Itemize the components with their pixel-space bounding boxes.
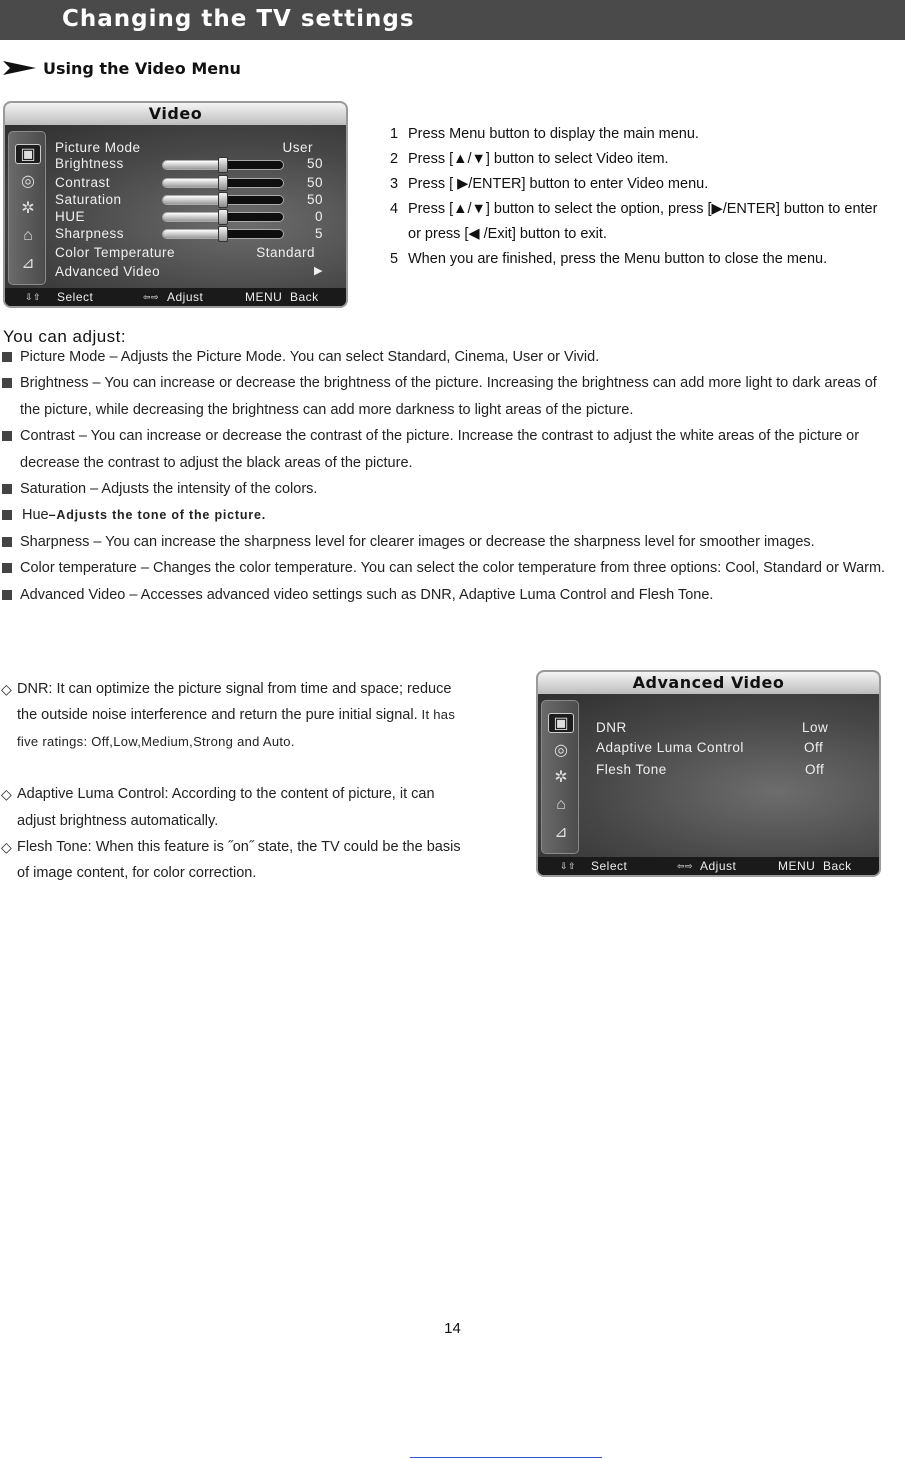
diamond-bullet-icon: ◇	[1, 786, 12, 803]
flesh-tone-value: Off	[805, 762, 825, 777]
settings-icon[interactable]: ✲	[21, 200, 35, 217]
menu-item-saturation[interactable]: Saturation	[55, 192, 122, 207]
step-item: 4 Press [▲/▼] button to select the option, press [▶/ENTER] button to enter	[390, 201, 878, 217]
channel-icon[interactable]: ⊿	[554, 824, 568, 841]
menu-item-contrast[interactable]: Contrast	[55, 175, 111, 190]
bullet-square-icon	[2, 510, 12, 520]
hue-value: 0	[314, 209, 323, 224]
contrast-slider[interactable]	[162, 178, 284, 188]
chevron-right-icon: ▶	[314, 265, 323, 277]
left-right-arrows-icon: ⇦⇨	[677, 861, 694, 871]
dnr-value: Low	[802, 720, 829, 735]
bullet-square-icon	[2, 563, 12, 573]
list-item: Brightness – You can increase or decrease the brightness of the picture. Increasing the brightness can add more light to dark areas of the picture, while decreasing the brightness can add more darkness to light areas of the picture.	[0, 370, 905, 423]
video-menu-body	[5, 125, 346, 288]
channel-icon[interactable]: ⊿	[21, 255, 35, 272]
tv-picture-icon[interactable]: ▣	[548, 713, 574, 733]
advanced-menu-body	[538, 694, 879, 857]
brightness-slider[interactable]	[162, 160, 284, 170]
lock-icon[interactable]: ⌂	[556, 796, 566, 813]
slider-knob[interactable]	[218, 175, 228, 191]
settings-icon[interactable]: ✲	[554, 769, 568, 786]
diamond-bullet-icon: ◇	[1, 681, 12, 697]
menu-item-hue[interactable]: HUE	[55, 209, 86, 224]
footer-select: Select	[57, 290, 94, 304]
bullet-square-icon	[2, 431, 12, 441]
header-bar	[0, 0, 905, 40]
brightness-value: 50	[306, 156, 323, 171]
adaptive-luma-value: Off	[804, 740, 824, 755]
adjust-heading: You can adjust:	[3, 327, 127, 346]
saturation-value: 50	[306, 192, 323, 207]
list-item: Saturation – Adjusts the intensity of the colors.	[0, 476, 905, 502]
dnr-note: ◇ DNR: It can optimize the picture signal from time and space; reduce the outside noise interference and return the pure initial signal. It has five ratings: Off,Low,Medium,Strong and Auto.	[0, 676, 470, 755]
footer-adjust: Adjust	[700, 859, 737, 873]
hue-slider[interactable]	[162, 212, 284, 222]
lock-icon[interactable]: ⌂	[23, 227, 33, 244]
flesh-note: ◇ Flesh Tone: When this feature is ˝on˝ state, the TV could be the basis of image content, for color correction.	[0, 834, 470, 887]
footer-back: MENU Back	[778, 859, 852, 873]
section-title: Using the Video Menu	[43, 59, 241, 78]
instruction-steps	[390, 122, 905, 272]
slider-knob[interactable]	[218, 209, 228, 225]
up-down-arrows-icon: ⇩⇧	[560, 861, 577, 871]
step-item: 1 Press Menu button to display the main menu.	[390, 126, 699, 142]
list-item: Picture Mode – Adjusts the Picture Mode. You can select Standard, Cinema, User or Vivid.	[0, 344, 905, 370]
slider-knob[interactable]	[218, 157, 228, 173]
footer-adjust: Adjust	[167, 290, 204, 304]
menu-icon-column	[8, 131, 46, 285]
contrast-value: 50	[306, 175, 323, 190]
advanced-video-osd	[536, 670, 881, 877]
adjust-list	[0, 344, 905, 608]
diamond-bullet-icon: ◇	[1, 839, 12, 856]
step-item: 2 Press [▲/▼] button to select Video item.	[390, 151, 669, 167]
bullet-square-icon	[2, 484, 12, 494]
slider-knob[interactable]	[218, 226, 228, 242]
menu-item-color-temperature[interactable]: Color Temperature	[55, 245, 176, 260]
menu-item-adaptive-luma[interactable]: Adaptive Luma Control	[596, 740, 744, 755]
menu-item-picture-mode[interactable]: Picture Mode	[55, 140, 141, 155]
menu-item-sharpness[interactable]: Sharpness	[55, 226, 125, 241]
menu-item-advanced-video[interactable]: Advanced Video	[55, 264, 161, 279]
menu-item-flesh-tone[interactable]: Flesh Tone	[596, 762, 667, 777]
slider-fill	[163, 196, 223, 204]
slider-fill	[163, 179, 223, 187]
step-item: or press [◀ /Exit] button to exit.	[408, 226, 607, 242]
footer-rule	[410, 1457, 602, 1458]
page-title: Changing the TV settings	[62, 6, 415, 32]
menu-footer	[538, 857, 879, 875]
list-item: Advanced Video – Accesses advanced video settings such as DNR, Adaptive Luma Control and Flesh Tone.	[0, 582, 905, 608]
menu-item-dnr[interactable]: DNR	[596, 720, 627, 735]
advanced-notes	[0, 676, 470, 887]
video-menu-title: Video	[5, 103, 346, 125]
list-item: Contrast – You can increase or decrease the contrast of the picture. Increase the contrast to adjust the white areas of the picture or decrease the contrast to adjust the black areas of the picture.	[0, 423, 905, 476]
tv-picture-icon[interactable]: ▣	[15, 144, 41, 164]
step-item: 5 When you are finished, press the Menu button to close the menu.	[390, 251, 828, 267]
list-item: Color temperature – Changes the color temperature. You can select the color temperature from three options: Cool, Standard or Warm.	[0, 555, 905, 581]
footer-back: MENU Back	[245, 290, 319, 304]
arrow-icon	[2, 58, 38, 78]
slider-fill	[163, 230, 223, 238]
up-down-arrows-icon: ⇩⇧	[25, 292, 42, 302]
step-item: 3 Press [ ▶/ENTER] button to enter Video menu.	[390, 176, 709, 192]
bullet-square-icon	[2, 590, 12, 600]
picture-mode-value: User	[282, 140, 313, 155]
left-right-arrows-icon: ⇦⇨	[143, 292, 160, 302]
saturation-slider[interactable]	[162, 195, 284, 205]
advanced-menu-title: Advanced Video	[538, 672, 879, 694]
video-menu-osd	[3, 101, 348, 308]
page-number: 14	[444, 1320, 461, 1337]
luma-note: ◇ Adaptive Luma Control: According to the content of picture, it can adjust brightness automatically.	[0, 781, 470, 834]
footer-select: Select	[591, 859, 628, 873]
color-temperature-value: Standard	[256, 245, 315, 260]
menu-icon-column	[541, 700, 579, 854]
slider-fill	[163, 161, 223, 169]
bullet-square-icon	[2, 378, 12, 388]
slider-knob[interactable]	[218, 192, 228, 208]
list-item: Sharpness – You can increase the sharpness level for clearer images or decrease the sharpness level for smoother images.	[0, 529, 905, 555]
menu-footer	[5, 288, 346, 306]
list-item: Hue–Adjusts the tone of the picture.	[0, 502, 905, 528]
sharpness-slider[interactable]	[162, 229, 284, 239]
sound-icon[interactable]: ◎	[554, 742, 568, 759]
slider-fill	[163, 213, 223, 221]
sound-icon[interactable]: ◎	[21, 173, 35, 190]
sharpness-value: 5	[314, 226, 323, 241]
bullet-square-icon	[2, 537, 12, 547]
bullet-square-icon	[2, 352, 12, 362]
menu-item-brightness[interactable]: Brightness	[55, 156, 124, 171]
